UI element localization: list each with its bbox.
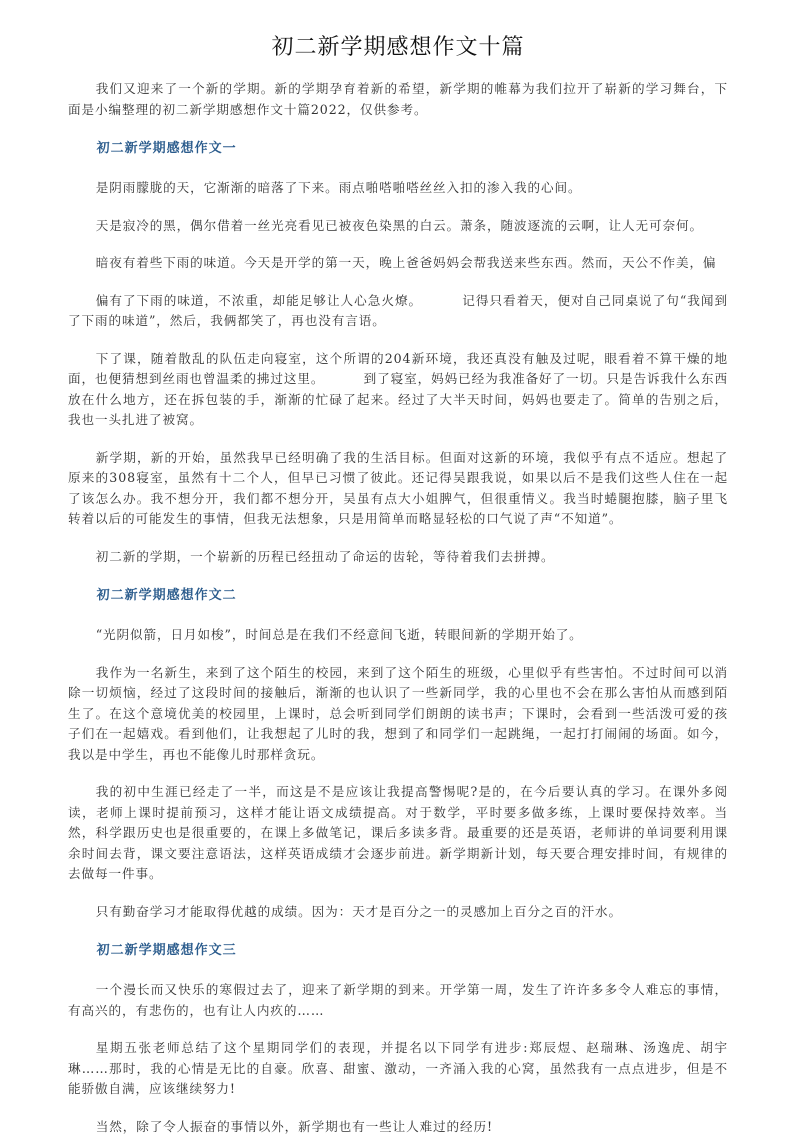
section-heading: 初二新学期感想作文三 [68, 939, 728, 958]
essay-section [68, 584, 728, 922]
body-paragraph: “光阴似箭，日月如梭”，时间总是在我们不经意间飞逝，转眼间新的学期开始了。 [68, 625, 728, 646]
intro-paragraph: 我们又迎来了一个新的学期。新的学期孕育着新的希望，新学期的帷幕为我们拉开了崭新的学习舞台，下面是小编整理的初二新学期感想作文十篇2022，仅供参考。 [68, 79, 728, 120]
body-paragraph: 新学期，新的开始，虽然我早已经明确了我的生活目标。但面对这新的环境，我似乎有点不适应。想起了原来的308寝室，虽然有十二个人，但早已习惯了彼此。还记得吴跟我说，如果以后不是我们这些人住在一起了该怎么办。我不想分开，我们都不想分开，吴虽有点大小姐脾气，但很重情义。我当时蜷腿抱膝，脑子里飞转着以后的可能发生的事情，但我无法想象，只是用简单而略显轻松的口气说了声“不知道”。 [68, 448, 728, 530]
body-paragraph: 初二新的学期，一个崭新的历程已经扭动了命运的齿轮，等待着我们去拼搏。 [68, 547, 728, 568]
document-body [68, 137, 728, 1137]
document-title: 初二新学期感想作文十篇 [68, 30, 728, 61]
essay-section [68, 939, 728, 1137]
body-paragraph: 天是寂冷的黑，偶尔借着一丝光亮看见已被夜色染黑的白云。萧条，随波逐流的云啊，让人无可奈何。 [68, 216, 728, 237]
essay-section [68, 137, 728, 567]
section-heading: 初二新学期感想作文一 [68, 137, 728, 156]
body-paragraph: 暗夜有着些下雨的味道。今天是开学的第一天，晚上爸爸妈妈会帮我送来些东西。然而，天公不作美，偏 [68, 253, 728, 274]
body-paragraph: 只有勤奋学习才能取得优越的成绩。因为：天才是百分之一的灵感加上百分之百的汗水。 [68, 902, 728, 923]
body-paragraph: 星期五张老师总结了这个星期同学们的表现，并提名以下同学有进步:郑辰煜、赵瑞琳、汤逸虎、胡宇琳……那时，我的心情是无比的自豪。欣喜、甜蜜、激动，一齐涌入我的心窝，虽然我有一点点进步，但是不能骄傲自满，应该继续努力! [68, 1038, 728, 1100]
body-paragraph: 当然，除了令人振奋的事情以外，新学期也有一些让人难过的经历! [68, 1117, 728, 1137]
section-heading: 初二新学期感想作文二 [68, 584, 728, 603]
body-paragraph: 下了课，随着散乱的队伍走向寝室，这个所谓的204新环境，我还真没有触及过呢，眼看着不算干燥的地面，也便猜想到丝雨也曾温柔的拂过这里。 到了寝室，妈妈已经为我准备好了一切。只是告诉我什么东西放在什么地方，还在拆包装的手，渐渐的忙碌了起来。经过了大半天时间，妈妈也要走了。简单的告别之后，我也一头扎进了被窝。 [68, 349, 728, 431]
body-paragraph: 是阴雨朦胧的天，它渐渐的暗落了下来。雨点啪嗒啪嗒丝丝入扣的渗入我的心间。 [68, 178, 728, 199]
body-paragraph: 偏有了下雨的味道，不浓重，却能足够让人心急火燎。 记得只看着天，便对自己同桌说了句“我闻到了下雨的味道”，然后，我俩都笑了，再也没有言语。 [68, 291, 728, 332]
body-paragraph: 一个漫长而又快乐的寒假过去了，迎来了新学期的到来。开学第一周，发生了许许多多令人难忘的事情，有高兴的，有悲伤的，也有让人内疚的…… [68, 980, 728, 1021]
body-paragraph: 我的初中生涯已经走了一半，而这是不是应该让我提高警惕呢?是的，在今后要认真的学习。在课外多阅读，老师上课时提前预习，这样才能让语文成绩提高。对于数学，平时要多做多练，上课时要保持效率。当然，科学跟历史也是很重要的，在课上多做笔记，课后多读多背。最重要的还是英语，老师讲的单词要利用课余时间去背，课文要注意语法，这样英语成绩才会逐步前进。新学期新计划，每天要合理安排时间，有规律的去做每一件事。 [68, 782, 728, 885]
body-paragraph: 我作为一名新生，来到了这个陌生的校园，来到了这个陌生的班级，心里似乎有些害怕。不过时间可以消除一切烦恼，经过了这段时间的接触后，渐渐的也认识了一些新同学，我的心里也不会在那么害怕从而感到陌生了。在这个意境优美的校园里，上课时，总会听到同学们朗朗的读书声；下课时，会看到一些活泼可爱的孩子们在一起嬉戏。看到他们，让我想起了儿时的我，想到了和同学们一起跳绳，一起打打闹闹的场面。如今，我以是中学生，再也不能像儿时那样贪玩。 [68, 663, 728, 766]
